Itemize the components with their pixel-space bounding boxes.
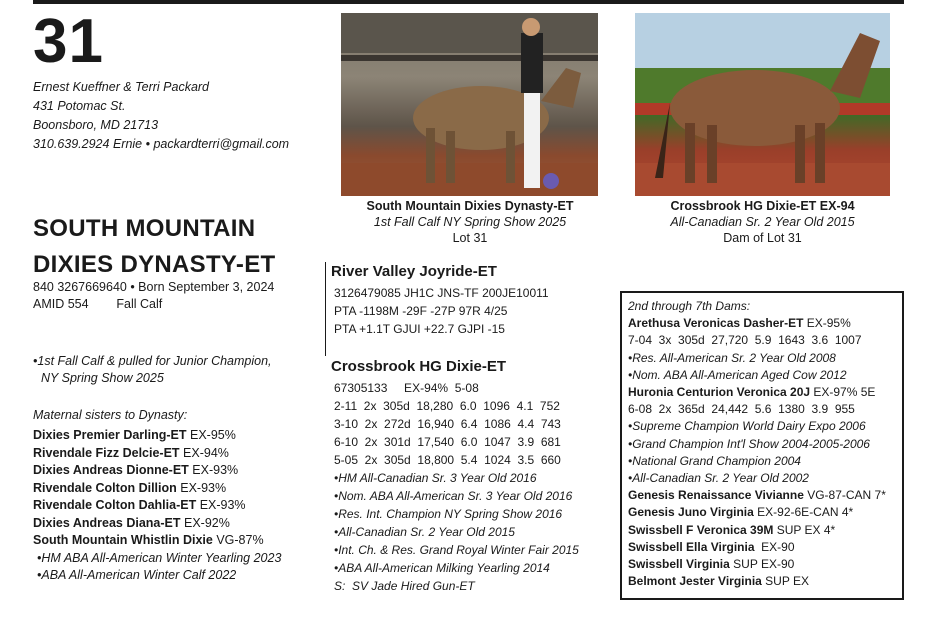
sire-line: PTA -1198M -29F -27P 97R 4/25 <box>334 304 508 318</box>
dam2-award: •Res. All-American Sr. 2 Year Old 2008 <box>628 350 836 365</box>
ancestor-row <box>628 573 886 590</box>
caption-award: All-Canadian Sr. 2 Year Old 2015 <box>670 215 855 229</box>
sister-score: EX-94% <box>179 445 229 460</box>
sister-name: Rivendale Fizz Delcie-ET <box>33 445 180 460</box>
sire-line: 3126479085 JH1C JNS-TF 200JE10011 <box>334 286 549 300</box>
cow-photo-illustration <box>635 13 890 196</box>
sister-row <box>33 427 281 445</box>
ancestor-name: Belmont Jester Virginia <box>628 574 762 589</box>
dam-record: 5-05 2x 305d 18,800 5.4 1024 3.5 660 <box>334 453 561 467</box>
owner-contact: 310.639.2924 Ernie • packardterri@gmail.com <box>33 137 290 151</box>
ancestor-score: EX-92-6E-CAN 4* <box>753 505 854 520</box>
dam-award: •Int. Ch. & Res. Grand Royal Winter Fair 2015 <box>334 543 579 557</box>
dam-award: •HM All-Canadian Sr. 3 Year Old 2016 <box>334 471 537 485</box>
sister-name: Rivendale Colton Dillion <box>33 480 177 495</box>
reg-line1: 840 3267669640 • Born September 3, 2024 <box>33 280 275 294</box>
ancestor-name: Genesis Renaissance Vivianne <box>628 488 804 503</box>
sister-row <box>33 480 281 498</box>
ancestor-row <box>628 504 886 521</box>
sister-row <box>33 515 281 533</box>
ancestor-row <box>628 487 886 504</box>
dam3-award: •National Grand Champion 2004 <box>628 453 801 468</box>
sister-row <box>33 532 281 550</box>
top-rule <box>33 0 904 4</box>
animal-title-line1: SOUTH MOUNTAIN <box>33 215 256 242</box>
owner-names: Ernest Kueffner & Terri Packard <box>33 80 210 94</box>
sister-name: Dixies Andreas Dionne-ET <box>33 463 189 477</box>
sister-score: EX-93% <box>196 498 246 512</box>
sister-name: Dixies Andreas Diana-ET <box>33 515 181 530</box>
sister-row <box>33 445 281 463</box>
dam2-award: •Nom. ABA All-American Aged Cow 2012 <box>628 367 847 382</box>
calf-photo-illustration <box>341 13 598 196</box>
sire-name: River Valley Joyride-ET <box>331 263 497 280</box>
dam-award: •Nom. ABA All-American Sr. 3 Year Old 2016 <box>334 489 573 503</box>
owner-street: 431 Potomac St. <box>33 99 126 113</box>
caption-name: South Mountain Dixies Dynasty-ET <box>366 199 574 213</box>
maternal-heading: Maternal sisters to Dynasty: <box>33 408 188 422</box>
caption-name: Crossbrook HG Dixie-ET EX-94 <box>670 199 855 213</box>
dam-name: Crossbrook HG Dixie-ET <box>331 358 507 375</box>
animal-registration <box>33 279 274 313</box>
maternal-sisters-list <box>33 427 281 585</box>
dam2-row <box>628 315 886 332</box>
ancestor-score: SUP EX 4* <box>773 522 836 537</box>
dam2-name: Arethusa Veronicas Dasher-ET <box>628 316 804 331</box>
ancestor-name: Genesis Juno Virginia <box>628 505 754 520</box>
lot-number: 31 <box>33 7 104 76</box>
ancestor-name: Swissbell Ella Virginia <box>628 539 755 554</box>
animal-note <box>33 353 272 387</box>
ancestor-name: Swissbell Virginia <box>628 557 730 572</box>
dam2-score: EX-95% <box>803 316 851 331</box>
dams-heading: 2nd through 7th Dams: <box>628 299 751 313</box>
ancestor-row <box>628 556 886 573</box>
dam3-row <box>628 384 886 401</box>
dam-info <box>334 379 579 595</box>
dam3-award: •All-Canadian Sr. 2 Year Old 2002 <box>628 471 809 486</box>
dam-award: •All-Canadian Sr. 2 Year Old 2015 <box>334 525 515 539</box>
dam3-award: •Grand Champion Int'l Show 2004-2005-2006 <box>628 436 870 451</box>
dam3-name: Huronia Centurion Veronica 20J <box>628 385 811 400</box>
note-line2: NY Spring Show 2025 <box>41 371 164 385</box>
sister-name: Dixies Premier Darling-ET <box>33 428 187 442</box>
dams-list <box>628 298 886 590</box>
dam-award: •ABA All-American Milking Yearling 2014 <box>334 561 550 575</box>
sister-name: South Mountain Whistlin Dixie <box>33 533 213 547</box>
owner-city: Boonsboro, MD 21713 <box>33 118 159 132</box>
sire-info <box>334 284 549 338</box>
sire-line: PTA +1.1T GJUI +22.7 GJPI -15 <box>334 322 505 336</box>
caption-award: 1st Fall Calf NY Spring Show 2025 <box>373 215 567 229</box>
dam-reg: 67305133 EX-94% 5-08 <box>334 381 479 395</box>
note-line1: •1st Fall Calf & pulled for Junior Champion, <box>33 354 272 368</box>
sister-name: Rivendale Colton Dahlia-ET <box>33 498 197 512</box>
dam3-score: EX-97% 5E <box>810 385 876 400</box>
owner-block <box>33 78 289 154</box>
ancestor-row <box>628 539 886 556</box>
photo-dixie <box>635 13 890 196</box>
dam-sire: S: SV Jade Hired Gun-ET <box>334 579 475 593</box>
animal-title <box>33 211 275 283</box>
sister-award: •ABA All-American Winter Calf 2022 <box>37 568 237 582</box>
sister-score: EX-95% <box>186 428 236 442</box>
dam3-record: 6-08 2x 365d 24,442 5.6 1380 3.9 955 <box>628 402 855 417</box>
caption-dam-of: Dam of Lot 31 <box>723 231 802 245</box>
photo-caption-dixie <box>620 198 905 246</box>
dam-record: 3-10 2x 272d 16,940 6.4 1086 4.4 743 <box>334 417 561 431</box>
reg-line2: AMID 554 Fall Calf <box>33 297 163 311</box>
ancestor-score: SUP EX-90 <box>729 557 795 572</box>
dam2-record: 7-04 3x 305d 27,720 5.9 1643 3.6 1007 <box>628 333 862 348</box>
ancestor-score: VG-87-CAN 7* <box>803 488 886 503</box>
sire-divider <box>325 262 326 356</box>
sister-award: •HM ABA All-American Winter Yearling 2023 <box>37 550 282 565</box>
ancestor-row <box>628 522 886 539</box>
ancestor-score: SUP EX <box>761 574 809 589</box>
sister-score: VG-87% <box>212 533 264 547</box>
dam-record: 2-11 2x 305d 18,280 6.0 1096 4.1 752 <box>334 399 560 413</box>
ancestor-score: EX-90 <box>754 539 795 554</box>
photo-caption-dynasty <box>330 198 610 246</box>
animal-title-line2: DIXIES DYNASTY-ET <box>33 251 276 278</box>
ancestor-name: Swissbell F Veronica 39M <box>628 522 774 537</box>
caption-lot: Lot 31 <box>452 231 488 245</box>
sister-score: EX-93% <box>176 480 227 495</box>
sister-row <box>33 462 281 480</box>
sister-score: EX-92% <box>180 515 230 530</box>
photo-dynasty <box>341 13 598 196</box>
dam-award: •Res. Int. Champion NY Spring Show 2016 <box>334 507 563 521</box>
dam3-award: •Supreme Champion World Dairy Expo 2006 <box>628 419 866 434</box>
sister-score: EX-93% <box>188 463 239 477</box>
dam-record: 6-10 2x 301d 17,540 6.0 1047 3.9 681 <box>334 435 561 449</box>
sister-row <box>33 497 281 515</box>
